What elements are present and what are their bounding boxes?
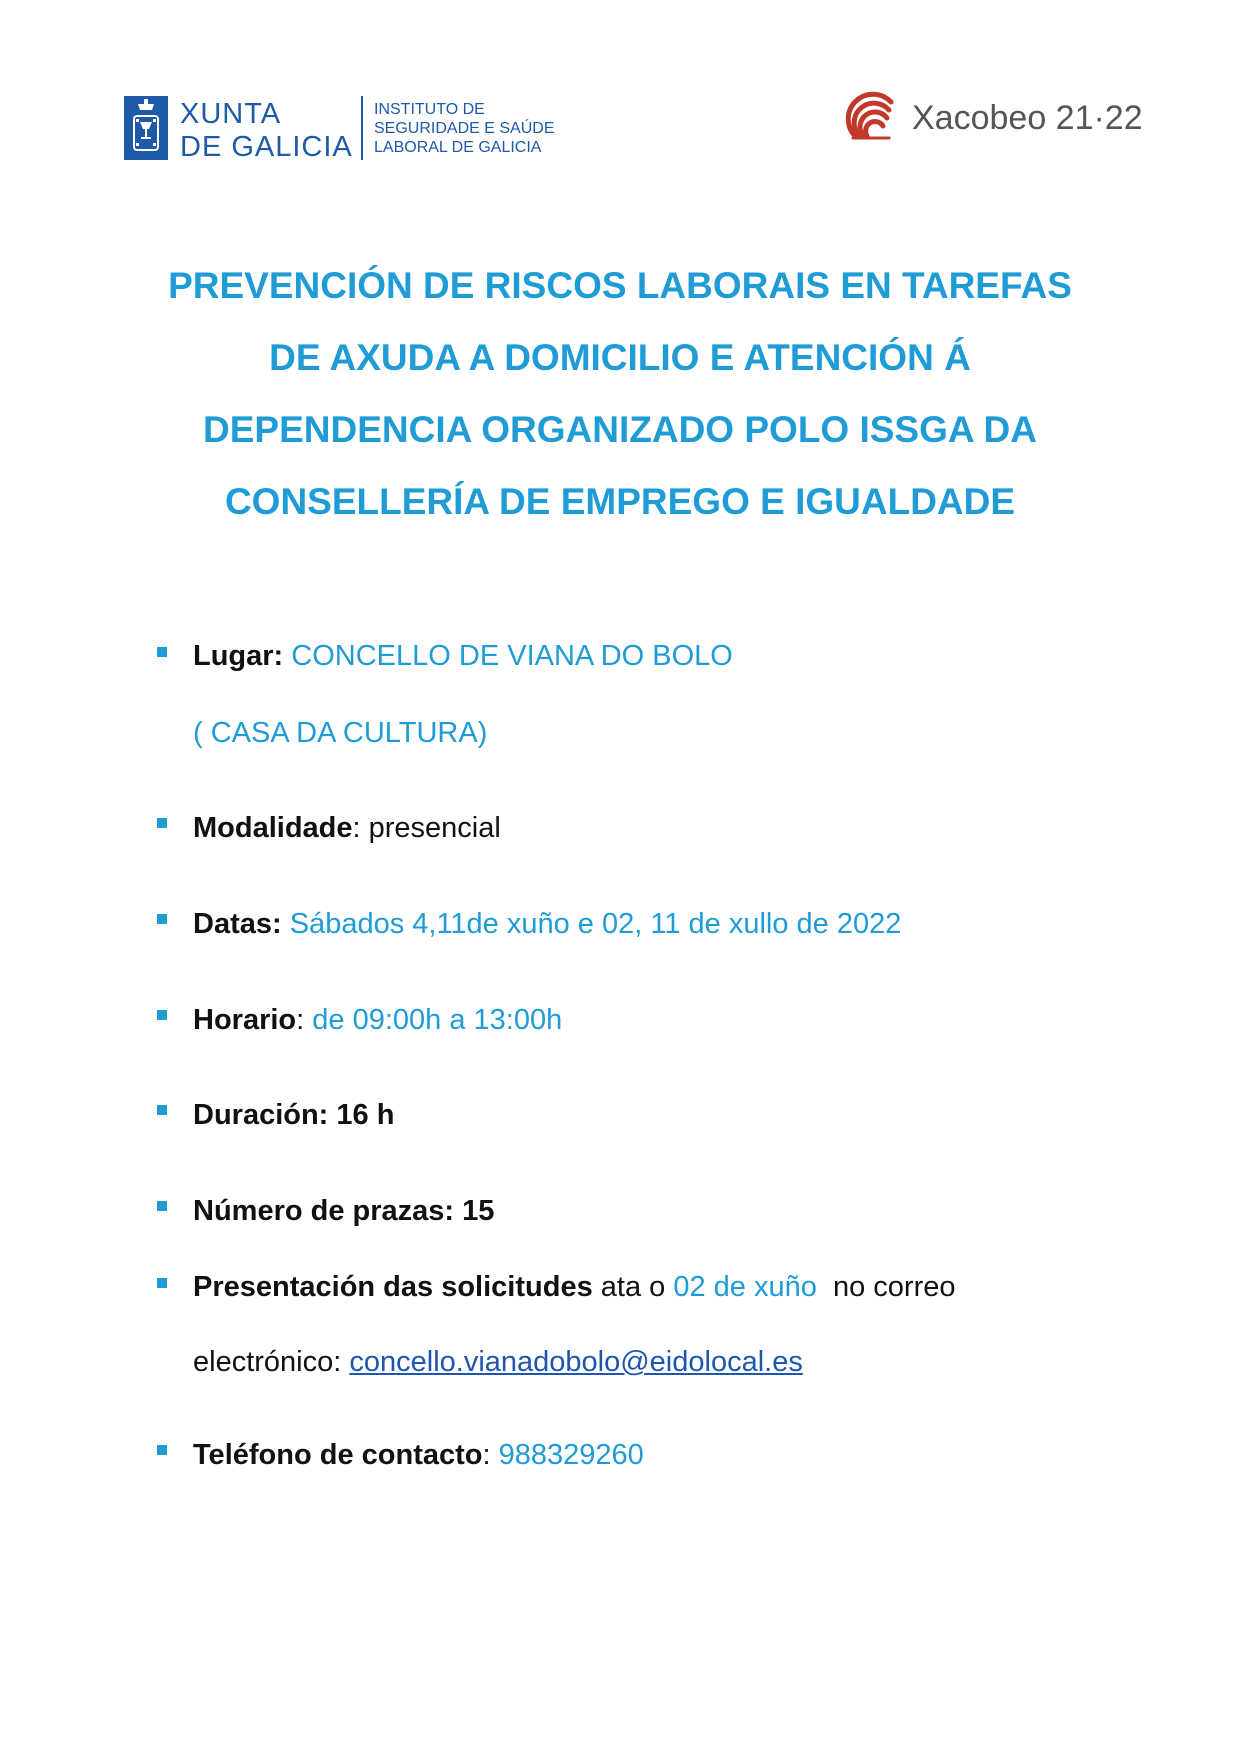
solicitudes-label: Presentación das solicitudes xyxy=(193,1271,593,1303)
title-line-3: DEPENDENCIA ORGANIZADO POLO ISSGA DA xyxy=(203,409,1037,450)
lugar-value: CONCELLO DE VIANA DO BOLO xyxy=(291,640,733,672)
telefono-label: Teléfono de contacto xyxy=(193,1439,483,1471)
lugar-item xyxy=(193,638,1193,674)
lugar-item-line-2 xyxy=(193,715,1193,751)
title-line-2: DE AXUDA A DOMICILIO E ATENCIÓN Á xyxy=(269,337,971,378)
prazas-label: Número de prazas: 15 xyxy=(193,1195,495,1227)
xunta-shield-logo xyxy=(124,96,168,160)
telefono-value: 988329260 xyxy=(498,1439,644,1471)
horario-item xyxy=(193,1002,1193,1038)
telefono-item xyxy=(193,1437,1193,1473)
datas-label: Datas: xyxy=(193,908,282,940)
solicitudes-text-2: no correo xyxy=(832,1271,956,1303)
xunta-line-1: XUNTA xyxy=(180,98,282,130)
duracion-label: Duración: 16 h xyxy=(193,1099,395,1131)
bullet-square-icon xyxy=(157,1445,167,1455)
xunta-de-galicia-wordmark xyxy=(180,98,353,164)
datas-value: Sábados 4,11de xuño e 02, 11 de xullo de 2022 xyxy=(289,908,902,940)
issga-line-1: INSTITUTO DE xyxy=(374,101,485,118)
title-line-1: PREVENCIÓN DE RISCOS LABORAIS EN TAREFAS xyxy=(168,265,1072,306)
solicitudes-item-line-2 xyxy=(193,1344,1193,1380)
bullet-square-icon xyxy=(157,1105,167,1115)
header xyxy=(0,0,1241,200)
xunta-line-2: DE GALICIA xyxy=(180,131,353,163)
solicitudes-item xyxy=(193,1269,1193,1305)
datas-item xyxy=(193,906,1193,942)
duracion-item xyxy=(193,1097,1193,1133)
lugar-value-2: ( CASA DA CULTURA) xyxy=(193,717,488,749)
solicitudes-text-3: electrónico: xyxy=(193,1346,342,1378)
modalidade-item xyxy=(193,810,1193,846)
bullet-square-icon xyxy=(157,818,167,828)
modalidade-value: presencial xyxy=(368,812,501,844)
document-title xyxy=(70,250,1170,538)
modalidade-separator: : xyxy=(352,812,361,844)
email-link[interactable]: concello.vianadobolo@eidolocal.es xyxy=(349,1346,803,1378)
horario-separator: : xyxy=(296,1004,305,1036)
horario-value: de 09:00h a 13:00h xyxy=(312,1004,563,1036)
bullet-square-icon xyxy=(157,1010,167,1020)
bullet-square-icon xyxy=(157,647,167,657)
modalidade-label: Modalidade xyxy=(193,812,353,844)
prazas-item xyxy=(193,1193,1193,1229)
horario-label: Horario xyxy=(193,1004,297,1036)
xacobeo-scallop-icon xyxy=(845,90,901,146)
lugar-label: Lugar: xyxy=(193,640,284,672)
solicitudes-text-1: ata o xyxy=(600,1271,666,1303)
telefono-separator: : xyxy=(482,1439,491,1471)
issga-line-3: LABORAL DE GALICIA xyxy=(374,139,542,156)
bullet-square-icon xyxy=(157,1201,167,1211)
xacobeo-wordmark: Xacobeo 21·22 xyxy=(912,99,1143,137)
bullet-square-icon xyxy=(157,1278,167,1288)
issga-wordmark xyxy=(374,100,554,157)
header-divider xyxy=(361,96,363,160)
title-line-4: CONSELLERÍA DE EMPREGO E IGUALDADE xyxy=(224,481,1016,522)
issga-line-2: SEGURIDADE E SAÚDE xyxy=(374,120,555,137)
solicitudes-date: 02 de xuño xyxy=(673,1271,817,1303)
bullet-square-icon xyxy=(157,914,167,924)
